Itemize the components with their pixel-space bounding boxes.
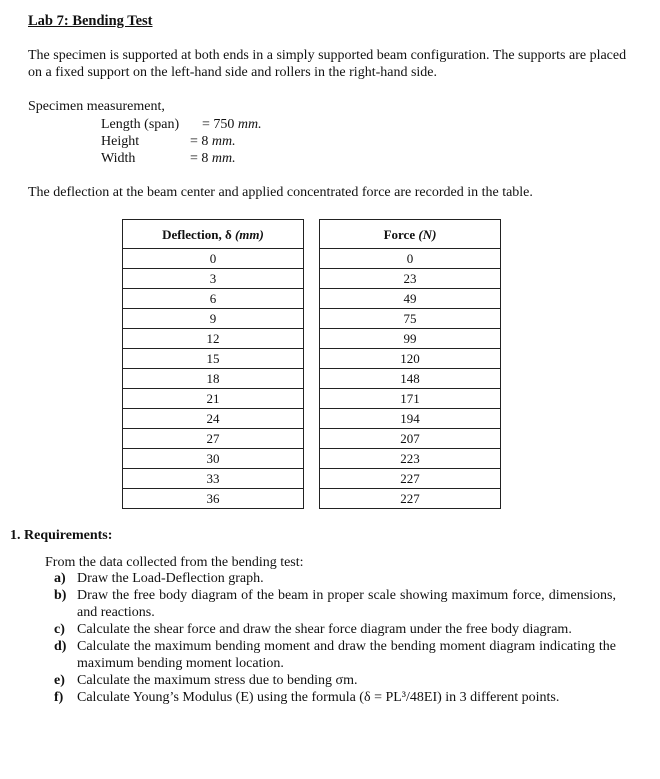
list-item — [54, 587, 616, 621]
force-cell: 120 — [320, 349, 501, 369]
list-item-label: a) — [54, 571, 66, 586]
list-item-text: Draw the free body diagram of the beam in proper scale showing maximum force, dimensions, and reactions. — [77, 588, 616, 620]
table-row — [123, 469, 501, 489]
deflection-cell: 18 — [123, 369, 304, 389]
list-item — [54, 621, 616, 638]
table-row — [123, 489, 501, 509]
list-item-label: e) — [54, 673, 65, 688]
force-cell: 171 — [320, 389, 501, 409]
column-separator — [304, 469, 320, 489]
page-title: Lab 7: Bending Test — [28, 13, 153, 29]
measurement-row-length — [101, 117, 262, 133]
measurement-value: = 8 — [190, 151, 209, 166]
intro-paragraph: The specimen is supported at both ends in a simply supported beam configuration. The supports are placed on a fixed support on the left-hand side and rollers in the right-hand side. — [28, 48, 627, 80]
table-row — [123, 409, 501, 429]
list-item — [54, 672, 616, 689]
deflection-cell: 30 — [123, 449, 304, 469]
column-separator — [304, 269, 320, 289]
force-cell: 227 — [320, 489, 501, 509]
list-item-text: Calculate the shear force and draw the shear force diagram under the free body diagram. — [77, 622, 572, 637]
measurement-row-width — [101, 151, 236, 167]
force-cell: 75 — [320, 309, 501, 329]
force-header — [320, 220, 501, 249]
force-header-label: Force — [383, 226, 419, 242]
column-separator — [304, 389, 320, 409]
measurement-row-height — [101, 134, 236, 150]
column-separator — [304, 289, 320, 309]
column-separator — [304, 409, 320, 429]
deflection-cell: 24 — [123, 409, 304, 429]
list-item — [54, 570, 616, 587]
deflection-header-unit: (mm) — [234, 226, 264, 242]
table-description: The deflection at the beam center and applied concentrated force are recorded in the table. — [28, 185, 533, 200]
requirements-list — [54, 570, 616, 706]
list-item-text: Calculate Young’s Modulus (E) using the formula (δ = PL³/48EI) in 3 different points. — [77, 690, 560, 705]
list-item-text: Draw the Load-Deflection graph. — [77, 571, 264, 586]
deflection-cell: 15 — [123, 349, 304, 369]
requirements-intro: From the data collected from the bending test: — [45, 555, 304, 570]
table-row — [123, 289, 501, 309]
list-item — [54, 638, 616, 672]
column-separator — [304, 429, 320, 449]
measurement-label: Width — [101, 151, 136, 166]
list-item-label: c) — [54, 622, 65, 637]
force-header-unit: (N) — [418, 226, 437, 242]
table-row — [123, 389, 501, 409]
force-cell: 223 — [320, 449, 501, 469]
table-row — [123, 349, 501, 369]
measurement-label: Height — [101, 134, 140, 149]
table-row — [123, 309, 501, 329]
measurement-unit: mm. — [237, 117, 262, 132]
column-separator — [304, 220, 320, 249]
column-separator — [304, 369, 320, 389]
table-row — [123, 429, 501, 449]
list-item — [54, 689, 616, 706]
measurement-label: Length (span) — [101, 117, 180, 132]
column-separator — [304, 249, 320, 269]
table-row — [123, 249, 501, 269]
table-header-row — [123, 220, 501, 249]
force-cell: 194 — [320, 409, 501, 429]
deflection-cell: 33 — [123, 469, 304, 489]
requirements-heading: 1. Requirements: — [10, 528, 113, 543]
force-cell: 207 — [320, 429, 501, 449]
measurement-value: = 750 — [202, 117, 235, 132]
table-row — [123, 449, 501, 469]
deflection-header — [123, 220, 304, 249]
force-cell: 0 — [320, 249, 501, 269]
measurement-heading: Specimen measurement, — [28, 99, 165, 114]
column-separator — [304, 489, 320, 509]
force-cell: 23 — [320, 269, 501, 289]
list-item-label: b) — [54, 588, 67, 603]
data-table — [122, 219, 501, 509]
force-cell: 99 — [320, 329, 501, 349]
deflection-header-label: Deflection, δ — [162, 226, 235, 242]
force-cell: 49 — [320, 289, 501, 309]
deflection-cell: 27 — [123, 429, 304, 449]
deflection-cell: 12 — [123, 329, 304, 349]
list-item-label: d) — [54, 639, 67, 654]
deflection-cell: 36 — [123, 489, 304, 509]
list-item-text: Calculate the maximum stress due to bending σm. — [77, 673, 358, 688]
column-separator — [304, 329, 320, 349]
deflection-cell: 0 — [123, 249, 304, 269]
table-row — [123, 369, 501, 389]
deflection-cell: 6 — [123, 289, 304, 309]
column-separator — [304, 449, 320, 469]
force-cell: 148 — [320, 369, 501, 389]
force-cell: 227 — [320, 469, 501, 489]
list-item-text: Calculate the maximum bending moment and draw the bending moment diagram indicating the maximum bending moment location. — [77, 639, 616, 671]
list-item-label: f) — [54, 690, 64, 705]
table-row — [123, 269, 501, 289]
table-row — [123, 329, 501, 349]
measurement-unit: mm. — [211, 134, 236, 149]
measurement-unit: mm. — [211, 151, 236, 166]
deflection-cell: 9 — [123, 309, 304, 329]
column-separator — [304, 309, 320, 329]
deflection-cell: 21 — [123, 389, 304, 409]
column-separator — [304, 349, 320, 369]
deflection-cell: 3 — [123, 269, 304, 289]
measurement-value: = 8 — [190, 134, 209, 149]
